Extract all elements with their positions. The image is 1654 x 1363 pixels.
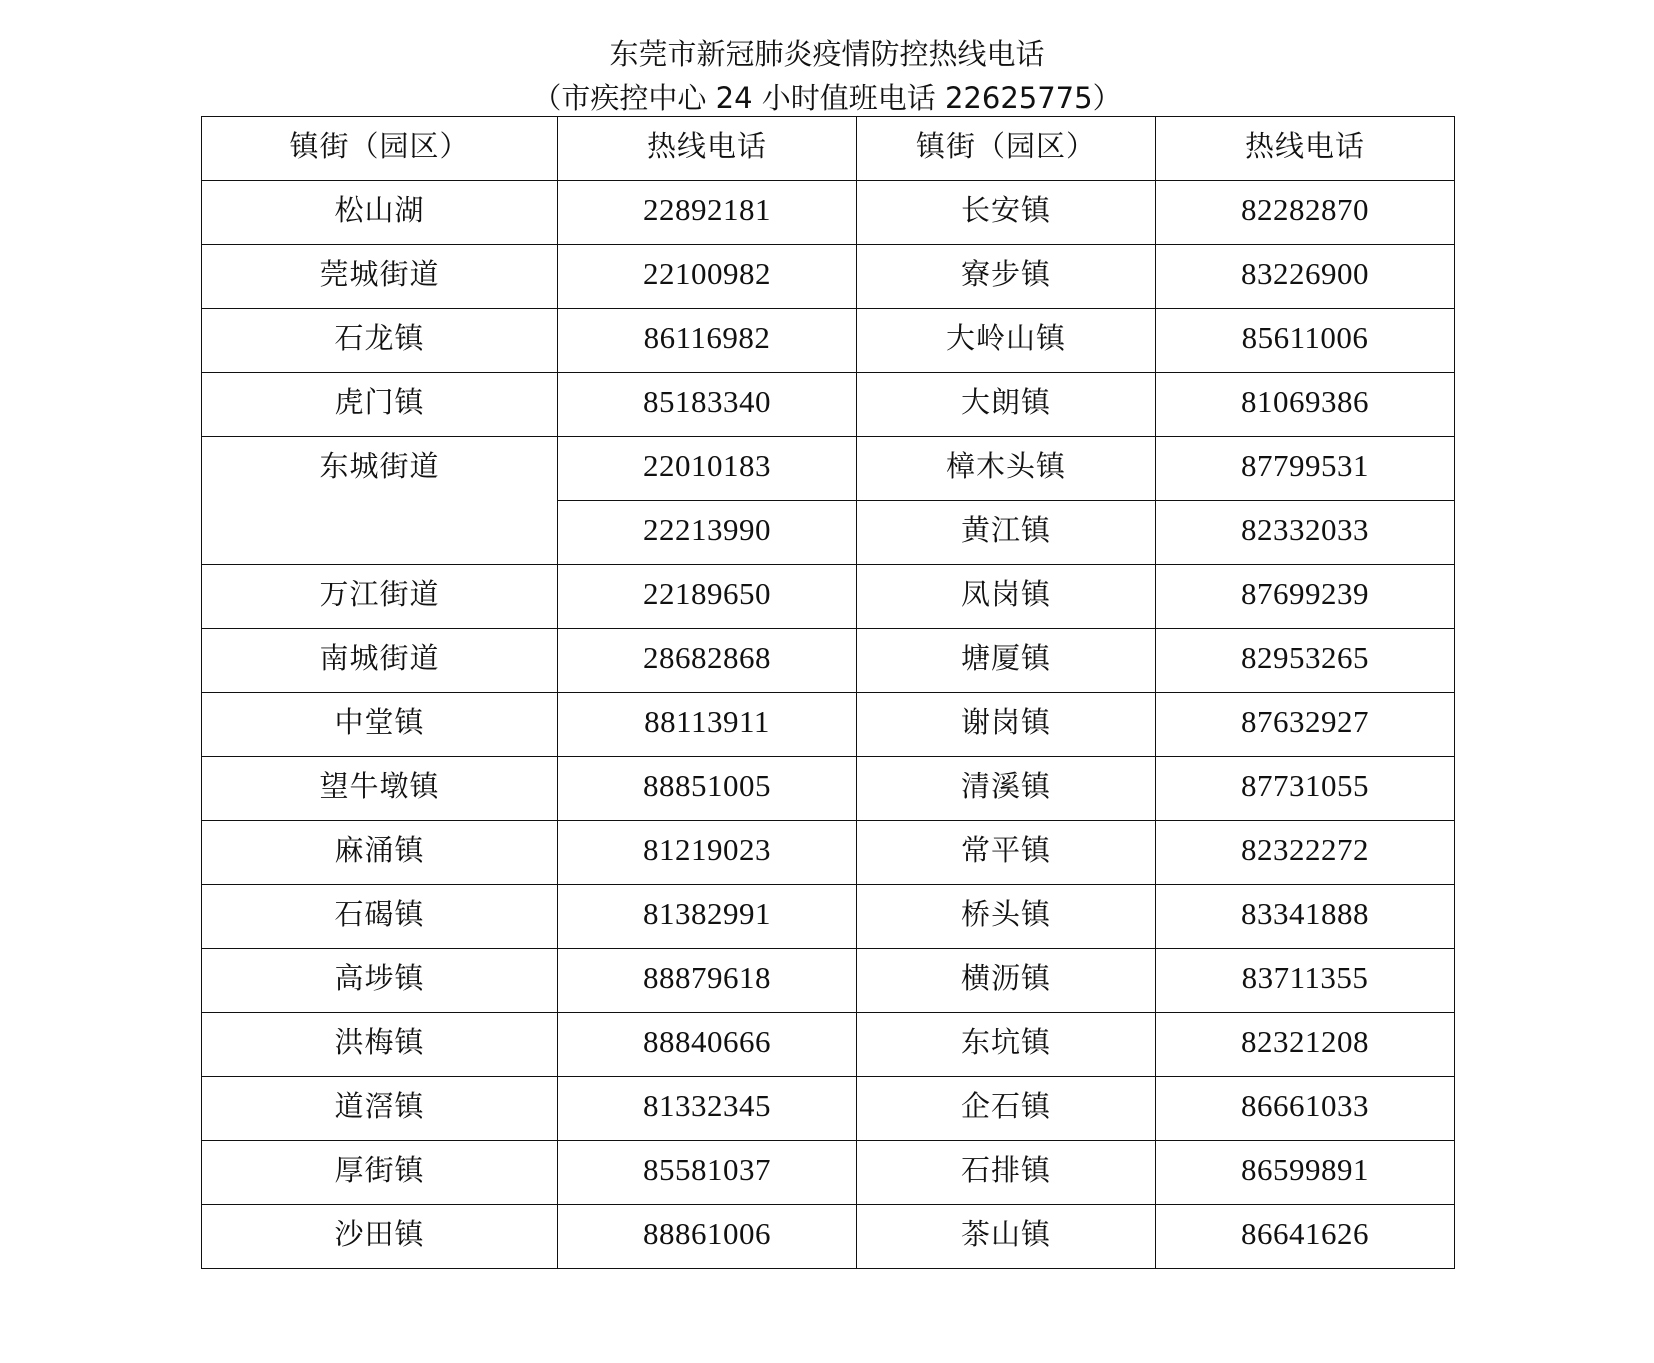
phone-left-text: 81219023 xyxy=(643,832,771,867)
town-left-cell xyxy=(202,373,558,437)
town-left-cell xyxy=(202,565,558,629)
phone-right-cell xyxy=(1156,949,1455,1013)
phone-right-text: 87699239 xyxy=(1241,576,1369,611)
phone-right-text: 87632927 xyxy=(1241,704,1369,739)
table-row xyxy=(202,821,1455,885)
town-left-text: 厚街镇 xyxy=(334,1153,425,1187)
town-right-cell xyxy=(857,373,1156,437)
phone-left-text: 88113911 xyxy=(644,704,770,739)
town-right-text: 大朗镇 xyxy=(960,385,1051,419)
phone-right-cell xyxy=(1156,1141,1455,1205)
phone-right-text: 81069386 xyxy=(1241,384,1369,419)
town-left-text: 道滘镇 xyxy=(334,1089,425,1123)
town-left-cell xyxy=(202,309,558,373)
town-right-text: 大岭山镇 xyxy=(945,321,1066,355)
town-right-text: 桥头镇 xyxy=(960,897,1051,931)
town-right-cell xyxy=(857,245,1156,309)
town-left-cell xyxy=(202,1205,558,1269)
phone-left-text: 28682868 xyxy=(643,640,771,675)
header-cell-town-left: 镇街（园区） xyxy=(202,117,558,181)
phone-right-text: 85611006 xyxy=(1241,320,1369,355)
phone-left-cell xyxy=(558,309,857,373)
table-row xyxy=(202,885,1455,949)
table-row xyxy=(202,1077,1455,1141)
phone-left-cell xyxy=(558,181,857,245)
phone-left-text: 22213990 xyxy=(643,512,771,547)
town-right-cell xyxy=(857,693,1156,757)
table-row xyxy=(202,1013,1455,1077)
phone-right-text: 86661033 xyxy=(1241,1088,1369,1123)
phone-right-cell xyxy=(1156,885,1455,949)
table-row xyxy=(202,1141,1455,1205)
phone-right-cell xyxy=(1156,565,1455,629)
document-title: 东莞市新冠肺炎疫情防控热线电话 xyxy=(609,37,1045,71)
town-left-cell xyxy=(202,693,558,757)
table-row xyxy=(202,1205,1455,1269)
town-left-text: 石龙镇 xyxy=(334,321,425,355)
town-left-cell xyxy=(202,1141,558,1205)
town-right-cell xyxy=(857,1205,1156,1269)
town-right-cell xyxy=(857,949,1156,1013)
town-left-text: 万江街道 xyxy=(319,577,440,611)
town-right-cell xyxy=(857,1013,1156,1077)
phone-right-cell xyxy=(1156,821,1455,885)
town-left-cell xyxy=(202,181,558,245)
town-right-cell xyxy=(857,757,1156,821)
table-row xyxy=(202,309,1455,373)
table-row xyxy=(202,373,1455,437)
town-left-text: 东城街道 xyxy=(319,449,440,483)
phone-left-text: 22010183 xyxy=(643,448,771,483)
town-left-text: 中堂镇 xyxy=(334,705,425,739)
header-cell-phone-right: 热线电话 xyxy=(1156,117,1455,181)
town-left-cell xyxy=(202,245,558,309)
table-row xyxy=(202,437,1455,501)
town-left-text: 高埗镇 xyxy=(334,961,425,995)
town-right-text: 企石镇 xyxy=(960,1089,1051,1123)
phone-left-cell xyxy=(558,757,857,821)
phone-left-cell xyxy=(558,245,857,309)
phone-right-text: 87799531 xyxy=(1241,448,1369,483)
phone-left-text: 22100982 xyxy=(643,256,771,291)
table-header-row xyxy=(202,117,1455,181)
phone-left-text: 88861006 xyxy=(643,1216,771,1251)
town-left-text: 石碣镇 xyxy=(334,897,425,931)
phone-left-cell xyxy=(558,949,857,1013)
town-left-text: 虎门镇 xyxy=(334,385,425,419)
table-row xyxy=(202,693,1455,757)
phone-left-text: 88879618 xyxy=(643,960,771,995)
header-cell-town-right: 镇街（园区） xyxy=(857,117,1156,181)
phone-left-cell xyxy=(558,821,857,885)
town-left-text: 南城街道 xyxy=(319,641,440,675)
town-left-cell xyxy=(202,821,558,885)
phone-right-text: 82282870 xyxy=(1241,192,1369,227)
phone-right-text: 87731055 xyxy=(1241,768,1369,803)
town-right-cell xyxy=(857,1077,1156,1141)
phone-left-text: 81382991 xyxy=(643,896,771,931)
town-right-text: 凤岗镇 xyxy=(960,577,1051,611)
phone-left-cell xyxy=(558,501,857,565)
town-right-cell xyxy=(857,437,1156,501)
phone-right-text: 82321208 xyxy=(1241,1024,1369,1059)
town-left-cell xyxy=(202,1077,558,1141)
phone-left-cell xyxy=(558,437,857,501)
table-body xyxy=(202,181,1455,1269)
document-subtitle: （市疾控中心 24 小时值班电话 22625775） xyxy=(532,81,1122,115)
town-right-text: 石排镇 xyxy=(960,1153,1051,1187)
hotline-table xyxy=(201,116,1455,1269)
phone-left-text: 88840666 xyxy=(643,1024,771,1059)
phone-left-cell xyxy=(558,693,857,757)
phone-right-text: 86641626 xyxy=(1241,1216,1369,1251)
phone-right-cell xyxy=(1156,309,1455,373)
town-left-text: 莞城街道 xyxy=(319,257,440,291)
phone-right-text: 83711355 xyxy=(1241,960,1369,995)
phone-left-cell xyxy=(558,1141,857,1205)
phone-right-cell xyxy=(1156,437,1455,501)
phone-right-cell xyxy=(1156,629,1455,693)
town-right-cell xyxy=(857,821,1156,885)
phone-left-text: 85183340 xyxy=(643,384,771,419)
town-left-text: 沙田镇 xyxy=(334,1217,425,1251)
phone-right-cell xyxy=(1156,501,1455,565)
town-right-text: 东坑镇 xyxy=(960,1025,1051,1059)
phone-right-cell xyxy=(1156,757,1455,821)
phone-left-text: 81332345 xyxy=(643,1088,771,1123)
town-left-cell xyxy=(202,629,558,693)
town-right-cell xyxy=(857,885,1156,949)
town-right-cell xyxy=(857,565,1156,629)
town-left-cell xyxy=(202,437,558,565)
town-right-text: 茶山镇 xyxy=(960,1217,1051,1251)
phone-left-text: 85581037 xyxy=(643,1152,771,1187)
header-cell-phone-left: 热线电话 xyxy=(558,117,857,181)
phone-right-cell xyxy=(1156,181,1455,245)
town-left-text: 望牛墩镇 xyxy=(319,769,440,803)
town-right-text: 塘厦镇 xyxy=(960,641,1051,675)
town-right-text: 黄江镇 xyxy=(960,513,1051,547)
town-right-text: 长安镇 xyxy=(960,193,1051,227)
phone-right-text: 82332033 xyxy=(1241,512,1369,547)
table-row xyxy=(202,181,1455,245)
phone-right-cell xyxy=(1156,693,1455,757)
phone-right-cell xyxy=(1156,373,1455,437)
town-right-cell xyxy=(857,1141,1156,1205)
town-right-cell xyxy=(857,501,1156,565)
town-right-cell xyxy=(857,309,1156,373)
phone-left-cell xyxy=(558,373,857,437)
phone-right-text: 82953265 xyxy=(1241,640,1369,675)
town-right-text: 谢岗镇 xyxy=(960,705,1051,739)
town-right-cell xyxy=(857,181,1156,245)
town-left-cell xyxy=(202,885,558,949)
phone-left-cell xyxy=(558,1205,857,1269)
phone-left-text: 22892181 xyxy=(643,192,771,227)
town-right-cell xyxy=(857,629,1156,693)
phone-left-cell xyxy=(558,565,857,629)
table-row xyxy=(202,245,1455,309)
phone-left-cell xyxy=(558,1013,857,1077)
phone-right-text: 82322272 xyxy=(1241,832,1369,867)
phone-left-text: 22189650 xyxy=(643,576,771,611)
table-row xyxy=(202,565,1455,629)
phone-right-text: 83341888 xyxy=(1241,896,1369,931)
town-left-text: 松山湖 xyxy=(334,193,425,227)
phone-left-text: 86116982 xyxy=(643,320,771,355)
table-row xyxy=(202,629,1455,693)
town-left-cell xyxy=(202,757,558,821)
town-left-cell xyxy=(202,1013,558,1077)
table-row xyxy=(202,949,1455,1013)
town-right-text: 樟木头镇 xyxy=(945,449,1066,483)
town-right-text: 横沥镇 xyxy=(960,961,1051,995)
town-left-text: 洪梅镇 xyxy=(334,1025,425,1059)
phone-left-cell xyxy=(558,629,857,693)
phone-right-text: 86599891 xyxy=(1241,1152,1369,1187)
phone-right-text: 83226900 xyxy=(1241,256,1369,291)
town-left-cell xyxy=(202,949,558,1013)
town-right-text: 寮步镇 xyxy=(960,257,1051,291)
phone-left-cell xyxy=(558,885,857,949)
town-left-text: 麻涌镇 xyxy=(334,833,425,867)
phone-left-cell xyxy=(558,1077,857,1141)
phone-left-text: 88851005 xyxy=(643,768,771,803)
town-right-text: 清溪镇 xyxy=(960,769,1051,803)
town-right-text: 常平镇 xyxy=(960,833,1051,867)
phone-right-cell xyxy=(1156,245,1455,309)
phone-right-cell xyxy=(1156,1077,1455,1141)
table-row xyxy=(202,757,1455,821)
phone-right-cell xyxy=(1156,1205,1455,1269)
phone-right-cell xyxy=(1156,1013,1455,1077)
